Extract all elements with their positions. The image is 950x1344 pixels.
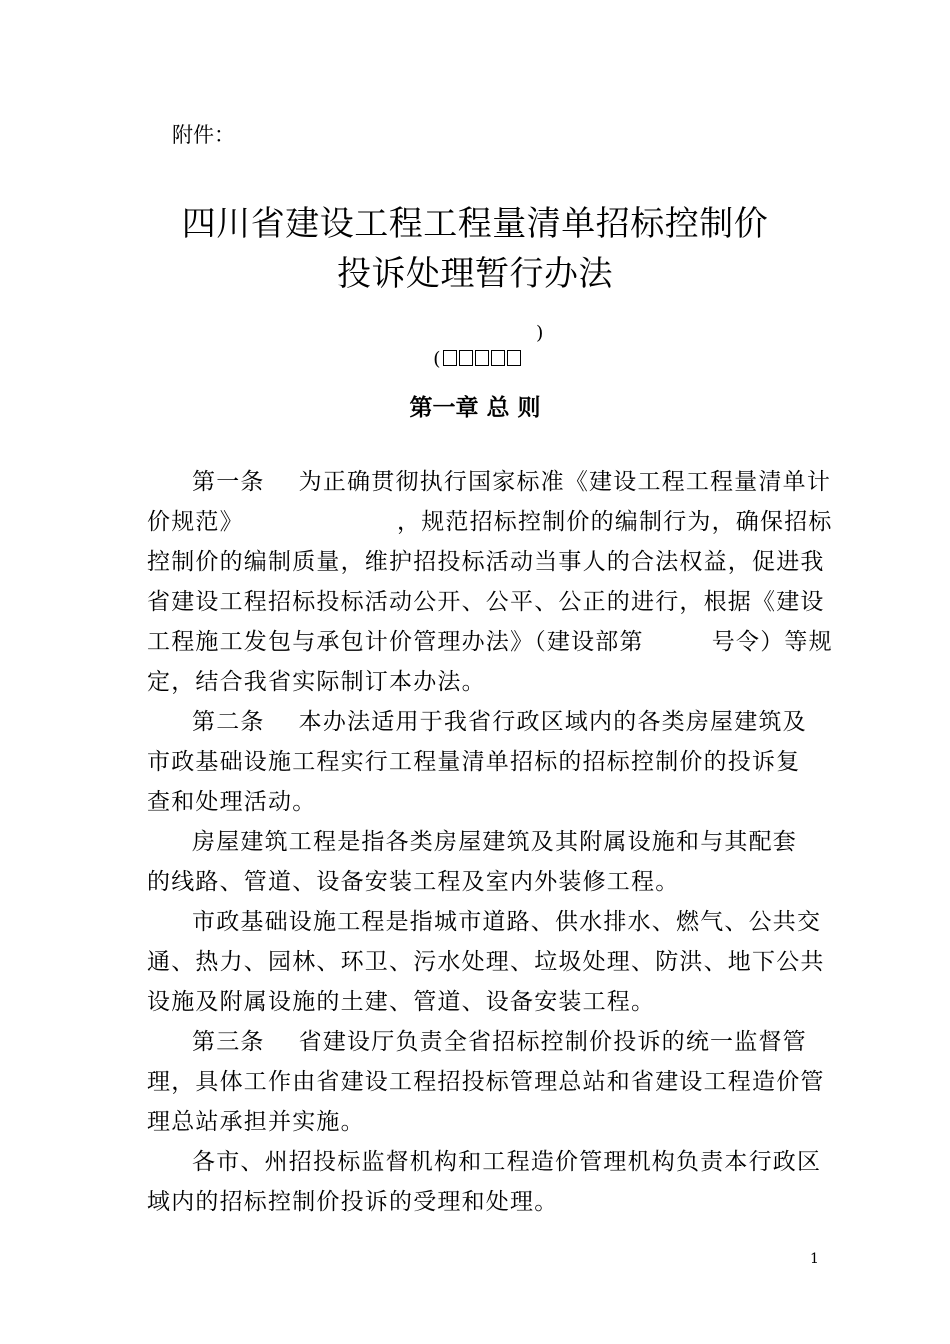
body-line: 的线路、管道、设备安装工程及室内外装修工程。 [147,869,680,895]
document-title-line-1: 四川省建设工程工程量清单招标控制价 [181,204,769,244]
draft-note [409,320,544,398]
missing-glyph-boxes [441,346,521,372]
body-line: 省建设工程招标投标活动公开、公平、公正的进行，根据《建设 [147,589,825,615]
body-line: 第一条 为正确贯彻执行国家标准《建设工程工程量清单计 [192,469,832,495]
body-line: 查和处理活动。 [147,789,317,815]
chapter-heading: 第一章 总 则 [409,395,541,421]
body-line: 工程施工发包与承包计价管理办法》（建设部第 号令）等规 [147,629,833,655]
body-line: 通、热力、园林、环卫、污水处理、垃圾处理、防洪、地下公共 [147,949,825,975]
body-line: 理总站承担并实施。 [147,1109,365,1135]
body-line: 域内的招标控制价投诉的受理和处理。 [147,1189,559,1215]
body-line: 价规范》 ，规范招标控制价的编制行为，确保招标 [147,509,833,535]
body-line: 控制价的编制质量，维护招投标活动当事人的合法权益，促进我 [147,549,825,575]
draft-open-paren: ( [433,348,441,370]
attachment-label: 附件： [172,123,235,147]
body-line: 各市、州招投标监督机构和工程造价管理机构负责本行政区 [192,1149,822,1175]
body-line: 市政基础设施工程是指城市道路、供水排水、燃气、公共交 [192,909,822,935]
draft-close-paren: ) [536,322,544,344]
body-line: 第二条 本办法适用于我省行政区域内的各类房屋建筑及 [192,709,807,735]
body-line: 市政基础设施工程实行工程量清单招标的招标控制价的投诉复 [147,749,801,775]
page-number: 1 [810,1251,819,1267]
body-line: 第三条 省建设厅负责全省招标控制价投诉的统一监督管 [192,1029,807,1055]
document-title-line-2: 投诉处理暂行办法 [337,254,613,294]
body-line: 房屋建筑工程是指各类房屋建筑及其附属设施和与其配套 [192,829,797,855]
body-line: 理，具体工作由省建设工程招投标管理总站和省建设工程造价管 [147,1069,825,1095]
body-line: 设施及附属设施的土建、管道、设备安装工程。 [147,989,656,1015]
body-line: 定，结合我省实际制订本办法。 [147,669,486,695]
